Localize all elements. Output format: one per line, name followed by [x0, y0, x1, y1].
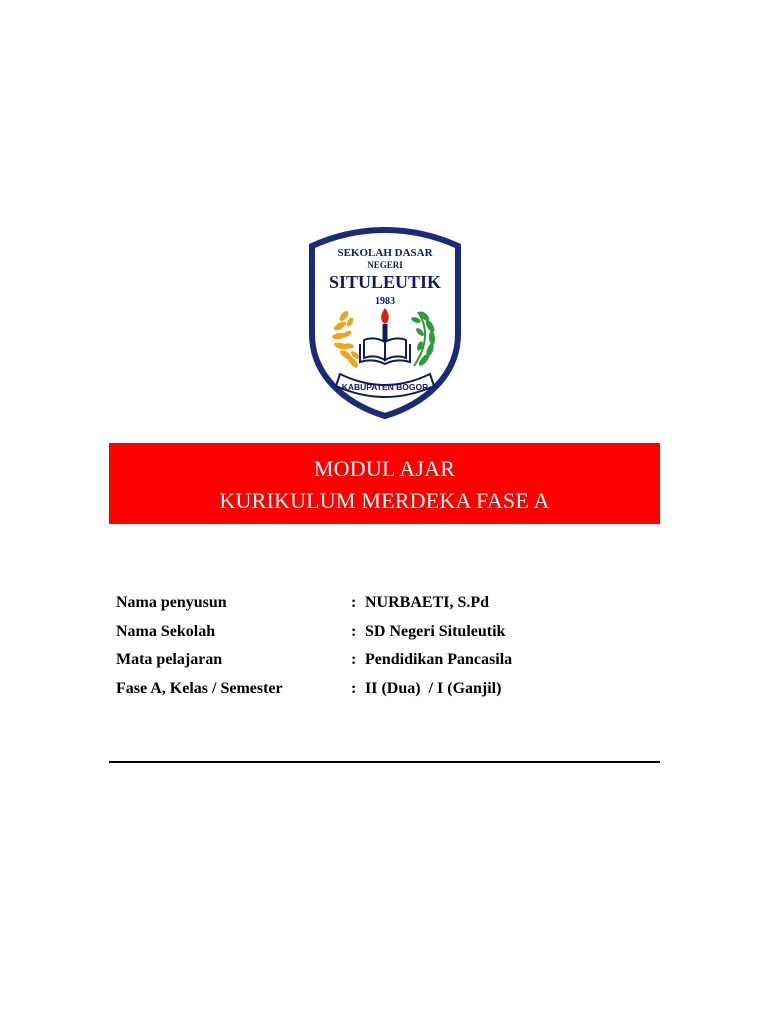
info-label: Fase A, Kelas / Semester [116, 679, 283, 697]
info-value: II (Dua) / I (Ganjil) [365, 679, 502, 697]
info-separator: : [351, 622, 357, 640]
info-label: Nama penyusun [116, 594, 227, 612]
info-row-school [116, 618, 512, 647]
logo-ribbon-text: KABUPATEN BOGOR [341, 382, 429, 392]
title-line-2: KURIKULUM MERDEKA FASE A [219, 488, 550, 513]
info-label: Mata pelajaran [116, 651, 223, 669]
info-label: Nama Sekolah [116, 622, 216, 640]
logo-school-name: SITULEUTIK [328, 272, 442, 292]
info-value: NURBAETI, S.Pd [365, 594, 490, 612]
info-row-author [116, 589, 512, 618]
info-row-subject [116, 646, 512, 675]
school-crest-icon [306, 224, 464, 420]
logo-top-text-2: NEGERI [367, 260, 403, 270]
info-row-grade-semester [116, 675, 512, 704]
divider-line [109, 761, 660, 763]
logo-year: 1983 [375, 296, 395, 307]
info-value: Pendidikan Pancasila [365, 651, 513, 669]
info-separator: : [351, 594, 357, 612]
info-value: SD Negeri Situleutik [365, 622, 506, 640]
title-banner [109, 443, 660, 524]
logo-top-text-1: SEKOLAH DASAR [337, 247, 433, 259]
open-book-icon [360, 338, 410, 364]
school-logo [306, 224, 464, 420]
info-separator: : [351, 679, 357, 697]
title-line-1: MODUL AJAR [313, 456, 456, 481]
info-separator: : [351, 651, 357, 669]
module-info [116, 589, 512, 703]
